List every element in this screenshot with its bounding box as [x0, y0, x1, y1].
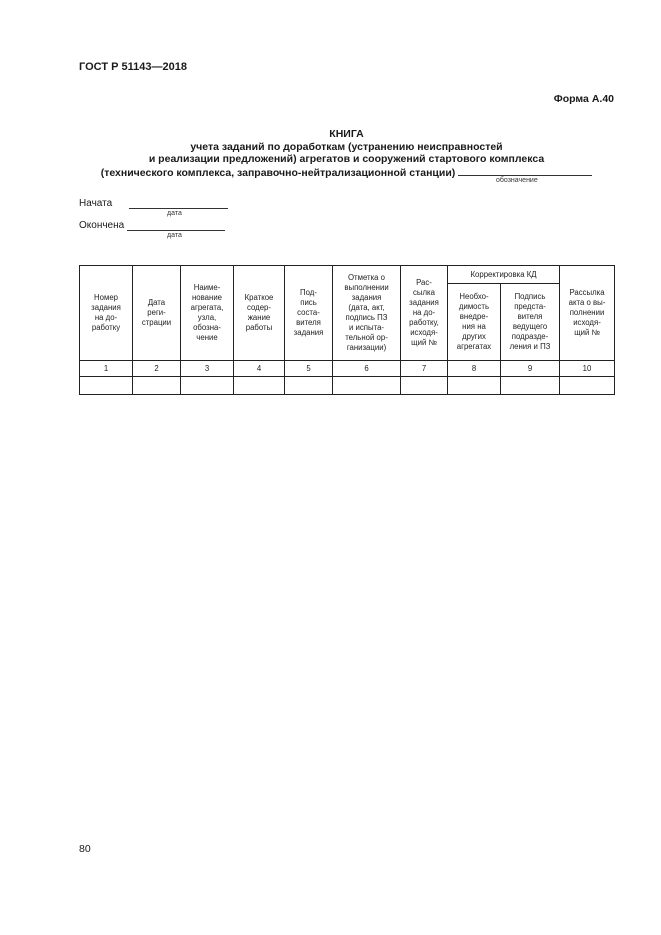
designation-caption: обозначение [496, 177, 538, 184]
empty-cell [181, 377, 234, 395]
document-title [79, 128, 614, 179]
finished-date-caption: дата [167, 232, 182, 239]
page-number: 80 [79, 843, 91, 855]
title-line-1: учета заданий по доработкам (устранению неисправностей [190, 140, 503, 153]
col-header-6: Отметка о выполнении задания (дата, акт, подпись ПЗ и испыта- тельной ор- ганизации) [333, 266, 401, 361]
column-number: 9 [501, 361, 560, 377]
empty-cell [285, 377, 333, 395]
started-label: Начата [79, 198, 113, 209]
empty-cell [133, 377, 181, 395]
col-header-5: Под- пись соста- вителя задания [285, 266, 333, 361]
empty-cell [401, 377, 448, 395]
group-header-kd-correction: Корректировка КД [448, 266, 560, 284]
col-header-7: Рас- сылка задания на до- работку, исходя- щий № [401, 266, 448, 361]
col-header-2: Дата реги- страции [133, 266, 181, 361]
column-number: 1 [80, 361, 133, 377]
col-header-10: Рассылка акта о вы- полнении исходя- щий № [560, 266, 615, 361]
empty-cell [80, 377, 133, 395]
finished-date-line [127, 230, 225, 231]
column-number: 6 [333, 361, 401, 377]
started-date-line [129, 208, 228, 209]
column-number: 7 [401, 361, 448, 377]
empty-cell [448, 377, 501, 395]
col-header-3: Наиме- нование агрегата, узла, обозна- чение [181, 266, 234, 361]
col-header-8: Необхо- димость внедре- ния на других агрегатах [448, 284, 501, 361]
column-number-row [80, 361, 615, 377]
title-line-2: и реализации предложений) агрегатов и сооружений стартового комплекса [148, 153, 545, 165]
column-number: 5 [285, 361, 333, 377]
empty-cell [501, 377, 560, 395]
designation-fill-line [458, 166, 592, 176]
standard-code: ГОСТ Р 51143—2018 [79, 61, 187, 73]
empty-cell [333, 377, 401, 395]
column-number: 4 [234, 361, 285, 377]
title-line-3: (технического комплекса, заправочно-нейтрализационной станции) [100, 166, 456, 179]
col-header-1: Номер задания на до- работку [80, 266, 133, 361]
col-header-9: Подпись предста- вителя ведущего подразде- ления и ПЗ [501, 284, 560, 361]
form-label: Форма А.40 [553, 93, 614, 105]
empty-cell [234, 377, 285, 395]
finished-label: Окончена [79, 220, 125, 231]
col-header-4: Краткое содер- жание работы [234, 266, 285, 361]
column-number: 3 [181, 361, 234, 377]
column-number: 8 [448, 361, 501, 377]
column-number: 10 [560, 361, 615, 377]
title-heading: КНИГА [329, 128, 364, 140]
empty-cell [560, 377, 615, 395]
tasks-table [79, 265, 615, 395]
column-number: 2 [133, 361, 181, 377]
empty-table-row [80, 377, 615, 395]
started-date-caption: дата [167, 210, 182, 217]
